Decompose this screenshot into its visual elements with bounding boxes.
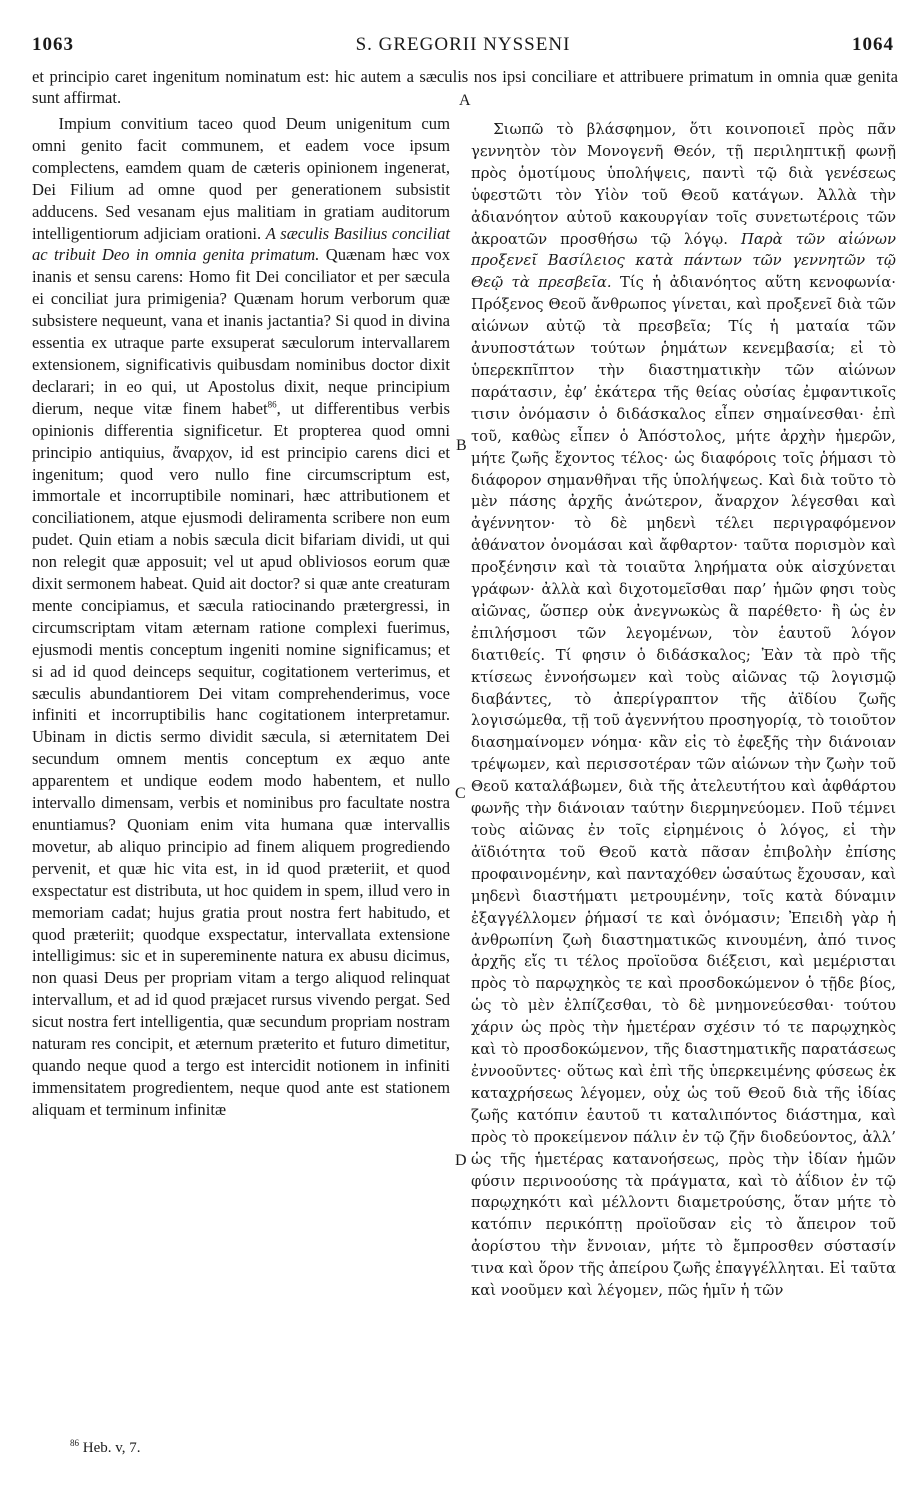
footnote	[70, 1440, 141, 1457]
latin-text-part: Impium convitium taceo quod Deum unigenitum cum omni genito facit communem, et eadem voce ipsum complectens, eamdem quam de cæteris opinionem ingenerat, Dei Filium ad omne quod per generationem subsistit adducens. Sed vesanam ejus malitiam in gratiam auditorum intelligentiorum adjiciam orationi.	[32, 114, 450, 243]
greek-paragraph	[471, 119, 896, 1302]
page-number-right: 1064	[852, 34, 894, 55]
greek-text-part: Σιωπῶ τὸ βλάσφημον, ὅτι κοινοποιεῖ πρὸς πᾶν γεννητὸν τὸν Μονογενῆ Θεόν, τῇ περιληπτικῇ φωνῇ πρὸς ὁμοτίμους ὑπολήψεις, παντὶ τῷ διὰ γενέσεως ὑφεστῶτι τὸν Υἱὸν τοῦ Θεοῦ κατάγων. Ἀλλὰ τὴν ἀδιανόητον αὐτοῦ κακουργίαν τοῖς συνετωτέροις τῶν ἀκροατῶν προσθήσω τῷ λόγῳ.	[471, 121, 896, 248]
latin-paragraph	[32, 113, 450, 1121]
intro-line: et principio caret ingenitum nominatum est: hic autem a sæculis nos ipsi conciliare et attribuere primatum in omnia quæ genita sunt affirmat.	[32, 67, 898, 107]
greek-text-part: Τίς ἡ ἀδιανόητος αὕτη κενοφωνία· Πρόξενος Θεοῦ ἄνθρωπος γίνεται, καὶ προξενεῖ διὰ τῶν αἰώνων αὐτῷ τὰ πρεσβεῖα; Τίς ἡ ματαία τῶν ἀνυποστάτων τούτων ῥημάτων κενεμβασία; εἰ τὸ ὑπερεκπῖπτον τὴν διαστηματικὴν τῶν αἰώνων παράτασιν, ἐφ’ ἑκάτερα τῆς θείας οὐσίας ἐμφαντικοῖς τισιν ὀνόμασιν ὁ διδάσκαλος εἶπεν σημαίνεσθαι· ἐπὶ τοῦ, καθὼς εἶπεν ὁ Ἀπόστολος, μήτε ἀρχὴν ἡμερῶν, μήτε ζωῆς ἔχοντος τέλος· ὡς διαφόροις τοῖς ῥήμασι τὸ διάφορον σημανθῆναι τῆς ὑπολήψεως. Καὶ διὰ τοῦτο τὸ μὲν πάσης ἀρχῆς ἀνώτερον, ἄναρχον λέγεσθαι καὶ ἀγέννητον· τὸ δὲ μηδενὶ τέλει περιγραφόμενον ἀθάνατον ὀνομάσαι καὶ ἄφθαρτον· ταῦτα πορισμὸν καὶ προξένησιν καὶ τὰ τοιαῦτα ληρήματα οὐκ αἰσχύνεται γράφων· ἀλλὰ καὶ διχοτομεῖσθαι παρ’ ἡμῶν φησι τοὺς αἰῶνας, ὥσπερ οὐκ ἀνεγνωκὼς ἃ παρέθετο· ἢ ὡς ἐν ἐπιλήσμοσι τῶν λεγομένων, τὸν ἑαυτοῦ λόγον διατιθείς. Τί φησιν ὁ διδάσκαλος; Ἐὰν τὰ πρὸ τῆς κτίσεως ἐννοήσωμεν καὶ τοὺς αἰῶνας τῷ λογισμῷ διαβάντες, τὸ ἀπερίγραπτον τῆς ἀϊδίου ζωῆς λογισώμεθα, τῇ τοῦ ἀγεννήτου προσηγορίᾳ, τὸ τοιοῦτον διασημαίνομεν νόημα· κἂν εἰς τὸ ἐφεξῆς τὴν διάνοιαν τρέψωμεν, καὶ περισσοτέραν τῶν αἰώνων τὴν ζωὴν τοῦ Θεοῦ καταλάβωμεν, διὰ τῆς ἀτελευτήτου καὶ ἀφθάρτου φωνῆς τὴν διάνοιαν ταύτην διερμηνεύομεν. Ποῦ τέμνει τοὺς αἰῶνας ἐν τοῖς εἰρημένοις ὁ λόγος, εἰ τὴν ἀϊδιότητα τοῦ Θεοῦ κατὰ πᾶσαν ἐπιβολὴν ἐπίσης προφαινομένην, καὶ πανταχόθεν ὡσαύτως ἔχουσαν, καὶ μηδενὶ διαστήματι μετρουμένην, τοῖς κατὰ δύναμιν ἐξαγγέλλομεν ῥήμασί τε καὶ ὀνόμασιν; Ἐπειδὴ γὰρ ἡ ἀνθρωπίνη ζωὴ διαστηματικῶς κινουμένη, ἀπό τινος ἀρχῆς εἴς τι τέλος προϊοῦσα διέξεισι, καὶ μεμέρισται πρὸς τὸ παρῳχηκὸς τε καὶ προσδοκώμενον ὁ τῇδε βίος, ὡς τὸ μὲν ἐλπίζεσθαι, τὸ δὲ μνημονεύεσθαι· τούτου χάριν ὡς πρὸς τὴν ἡμετέραν σχέσιν τό τε παρῳχηκὸς καὶ τὸ προσδοκώμενον, τῆς διαστηματικῆς παρατάσεως ἐννοοῦντες· οὕτως καὶ ἐπὶ τῆς ὑπερκειμένης φύσεως ἐκ καταχρήσεως λέγομεν, οὐχ ὡς τοῦ Θεοῦ διὰ τῆς ἰδίας ζωῆς κατόπιν ἑαυτοῦ τι καταλιπόντος διάστημα, καὶ πρὸς τὸ προκείμενον πάλιν ἐν τῷ ζῆν διοδεύοντος, ἀλλ’ ὡς τῆς ἡμετέρας κατανοήσεως, πρὸς τὴν ἰδίαν ἡμῶν φύσιν περινοούσης τὰ πράγματα, καὶ τὸ ἀΐδιον ἐν τῷ παρῳχηκότι καὶ μέλλοντι διαμετρούσης, ὅταν μήτε τὸ κατόπιν περικόπτῃ προϊοῦσαν εἰς τὸ ἄπειρον τοῦ ἀορίστου τὴν ἔννοιαν, μήτε τὸ ἔμπροσθεν σύστασίν τινα καὶ ὅρον τῆς ἀπείρου ζωῆς ἐπαγγέλληται. Εἰ ταῦτα καὶ νοοῦμεν καὶ λέγομεν, πῶς ἡμῖν ἡ τῶν	[471, 274, 896, 1300]
footnote-number: 86	[70, 1438, 79, 1448]
latin-text-part: Quænam hæc vox inanis et sensu carens: Homo fit Dei conciliator et per sæcula ei conciliat jura primigenia? Quænam horum verborum quæ subsistere nequeunt, vana et inanis jactantia? Si quod in divina essentia ex utraque parte exsuperat sæculorum intervallarem extensionem, significativis quibusdam nominibus doctor dixit declarari; in eo qui, ut Apostolus dixit, neque principium dierum, neque vitæ finem habet	[32, 245, 450, 418]
latin-italic-quote: A sæculis Basilius conciliat ac tribuit Deo in omnia genita primatum.	[32, 223, 450, 265]
margin-letter-a: A	[459, 92, 471, 109]
footnote-text: Heb. v, 7.	[82, 1440, 141, 1456]
margin-letter-b: B	[456, 437, 467, 454]
margin-letter-c: C	[455, 785, 466, 802]
page-header	[32, 34, 894, 62]
latin-text-part: , ut differentibus verbis opinionis differentia significetur. Et propterea quod omni principio antiquius, ἄναρχον, id est principio carens dici et ingenitum; quod vero nullo fine circumscriptum est, immortale et incorruptibile nominari, hæc attributionem et conciliationem, atque ejusmodi deliramenta scribere non eum pudet. Quin etiam a nobis sæcula dicit bifariam dividi, ut qui non relegit quæ apposuit; vel ut apud obliviosos eorum quæ dixit sermonem habeat. Quid ait doctor? si quæ ante creaturam mente concipiamus, et sæcula ratiocinando prætergressi, in circumscriptam vitam æternam ratione complexi fuerimus, ejusmodi mentis conceptum ingeniti nomine significamus; et si ad id quod deinceps sequitur, cogitationem verterimus, et sæculis abundantiorem Dei vitam comprehenderimus, voce infiniti et incorruptibilis hanc cogitationem interpretamur. Ubinam in dictis sermo dividit sæcula, si æternitatem Dei secundum omnem mentis conceptum ex æquo ante apparentem et undique eodem modo habentem, et nullo intervallo dimensam, verbis et nominibus pro facultate nostra enuntiamus? Quoniam enim vita humana quæ intervallis movetur, ab aliquo principio ad finem aliquem progrediendo pervenit, et quæ hic vita est, in id quod præteriit, et quod exspectatur est distributa, ut hoc quidem in spem, illud vero in memoriam cadat; hujus gratia prout nostra fert habitudo, et quod præteriit; quodque exspectatur, intervallata extensione intelligimus: sic et in supereminente natura ex abusu dicimus, non quasi Deus per propriam vitam a tergo aliquod relinquat intervallum, et ad id quod præjacet rursus vivendo pergat. Sed sicut nostra fert intelligentia, quæ secundum propriam nostram naturam res concipit, et æternum præterito et futuro dimetitur, quando neque quod a tergo est intercidit notionem in infiniti immensitatem progredientem, neque quod ante est stationem aliquam et terminum infinitæ	[32, 398, 450, 1119]
greek-column	[471, 119, 896, 1302]
latin-column	[32, 113, 450, 1121]
greek-italic-quote: Παρὰ τῶν αἰώνων προξενεῖ Βασίλειος κατὰ πάντων τῶν γεννητῶν τῷ Θεῷ τὰ πρεσβεῖα.	[471, 230, 896, 292]
footnote-marker: 86	[267, 399, 277, 410]
running-title: S. GREGORII NYSSENI	[355, 34, 571, 55]
page-number-left: 1063	[32, 34, 74, 55]
margin-letter-d: D	[455, 1152, 467, 1169]
